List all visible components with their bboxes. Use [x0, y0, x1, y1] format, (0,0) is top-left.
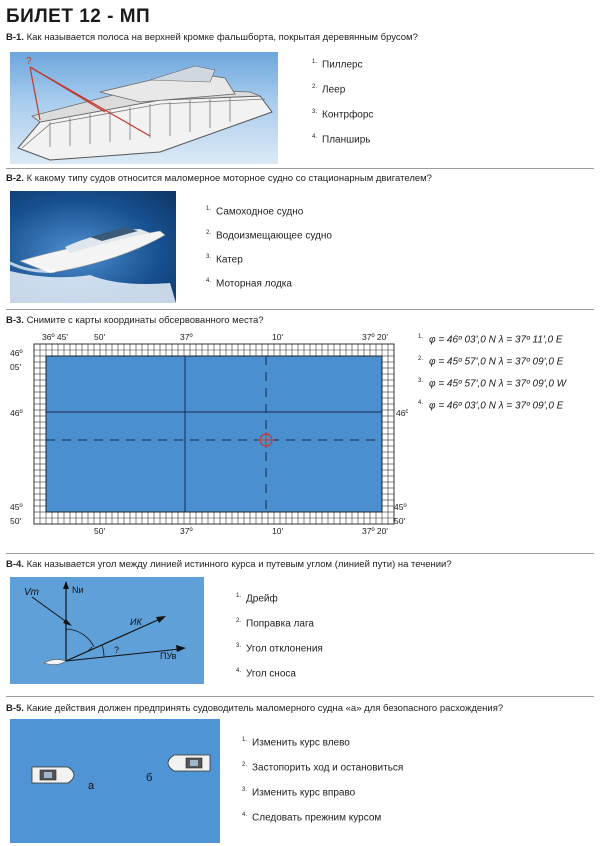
page-title: БИЛЕТ 12 - МП [6, 6, 151, 27]
option-label: Изменить курс вправо [252, 787, 356, 799]
divider [6, 309, 594, 310]
answer-option[interactable] [236, 664, 323, 689]
option-label: Поправка лага [246, 618, 314, 630]
answer-option[interactable] [418, 352, 566, 374]
question-1-marker: ? [26, 56, 32, 67]
option-label: φ = 46º 03',0 N λ = 37º 11',0 E [429, 334, 563, 346]
question-2-options [206, 202, 332, 298]
question-4-image [10, 577, 204, 684]
boat-b-icon [168, 755, 210, 771]
chart-right-label: 45º [394, 502, 407, 512]
option-number: 4. [236, 668, 242, 674]
option-label: Контрфорс [322, 109, 374, 121]
answer-option[interactable] [236, 639, 323, 664]
question-3-options [418, 330, 566, 418]
option-number: 1. [236, 593, 242, 599]
answer-option[interactable] [312, 55, 373, 80]
question-3 [6, 315, 264, 326]
option-label: Дрейф [246, 593, 278, 605]
answer-option[interactable] [206, 250, 332, 274]
chart-left-label: 05' [10, 362, 22, 372]
chart-top-label: 36º 45' [42, 332, 68, 342]
answer-option[interactable] [242, 758, 403, 783]
question-2-number: В-2. [6, 173, 24, 184]
question-5 [6, 703, 503, 714]
option-label: Следовать прежним курсом [252, 812, 382, 824]
answer-option[interactable] [206, 202, 332, 226]
motor-boat-photo [10, 191, 176, 303]
option-label: φ = 46º 03',0 N λ = 37º 09',0 E [429, 400, 564, 412]
option-label: Угол отклонения [246, 643, 323, 655]
question-2-text: К какому типу судов относится маломерное моторное судно со стационарным двигателем? [26, 173, 432, 184]
question-4 [6, 559, 452, 570]
answer-option[interactable] [242, 808, 403, 833]
answer-option[interactable] [242, 783, 403, 808]
chart-bottom-label: 10' [272, 526, 284, 536]
divider [6, 168, 594, 169]
question-2 [6, 173, 432, 184]
question-4-number: В-4. [6, 559, 24, 570]
option-label: Планширь [322, 134, 371, 146]
chart-top-label: 50' [94, 332, 106, 342]
chart-left-label: 50' [10, 516, 22, 526]
drift-angle-diagram [10, 577, 204, 684]
option-number: 1. [206, 206, 212, 212]
option-number: 3. [206, 254, 212, 260]
option-number: 3. [418, 378, 424, 384]
answer-option[interactable] [312, 105, 373, 130]
option-number: 1. [312, 59, 318, 65]
answer-option[interactable] [418, 396, 566, 418]
chart-bottom-label: 37º [180, 526, 193, 536]
question-5-text: Какие действия должен предпринять судоводитель маломерного судна «а» для безопасного расхождения? [26, 703, 504, 714]
option-number: 3. [312, 109, 318, 115]
navigation-chart [8, 330, 408, 540]
question-5-number: В-5. [6, 703, 24, 714]
option-label: Катер [216, 254, 243, 266]
answer-option[interactable] [236, 589, 323, 614]
boat-deck-illustration [10, 52, 278, 164]
question-5-image [10, 719, 220, 843]
option-number: 2. [236, 618, 242, 624]
answer-option[interactable] [418, 374, 566, 396]
question-3-number: В-3. [6, 315, 24, 326]
question-4-options [236, 589, 323, 689]
question-1-options [312, 55, 373, 155]
option-number: 4. [418, 400, 424, 406]
question-2-image [10, 191, 176, 303]
chart-left-label: 46º [10, 348, 23, 358]
chart-top-label: 37º 20' [362, 332, 388, 342]
true-course-label: ИК [130, 617, 142, 627]
answer-option[interactable] [312, 130, 373, 155]
chart-top-label: 10' [272, 332, 284, 342]
question-1-number: В-1. [6, 32, 24, 43]
option-number: 1. [418, 334, 424, 340]
option-number: 2. [312, 84, 318, 90]
option-label: Изменить курс влево [252, 737, 350, 749]
boats-crossing-diagram [10, 719, 220, 843]
divider [6, 696, 594, 697]
option-number: 3. [242, 787, 248, 793]
answer-option[interactable] [236, 614, 323, 639]
option-label: Леер [322, 84, 346, 96]
answer-option[interactable] [418, 330, 566, 352]
question-1-text: Как называется полоса на верхней кромке фальшборта, покрытая деревянным брусом? [26, 32, 418, 43]
boat-a-icon [32, 767, 74, 783]
answer-option[interactable] [242, 733, 403, 758]
option-number: 4. [242, 812, 248, 818]
current-vector-label: Vт [24, 587, 39, 598]
option-label: Водоизмещающее судно [216, 230, 332, 242]
option-number: 2. [418, 356, 424, 362]
question-4-text: Как называется угол между линией истинного курса и путевым углом (линией пути) на течении? [26, 559, 452, 570]
divider [6, 553, 594, 554]
chart-bottom-label: 50' [94, 526, 106, 536]
option-label: φ = 45º 57',0 N λ = 37º 09',0 E [429, 356, 564, 368]
option-label: φ = 45º 57',0 N λ = 37º 09',0 W [429, 378, 567, 390]
chart-right-label: 50' [394, 516, 406, 526]
answer-option[interactable] [206, 226, 332, 250]
chart-water-area [46, 356, 382, 512]
question-3-text: Снимите с карты координаты обсервованного места? [26, 315, 264, 326]
option-label: Самоходное судно [216, 206, 304, 218]
option-number: 4. [206, 278, 212, 284]
option-number: 3. [236, 643, 242, 649]
option-label: Угол сноса [246, 668, 296, 680]
chart-left-label: 46º [10, 408, 23, 418]
question-1 [6, 32, 418, 43]
option-number: 2. [206, 230, 212, 236]
unknown-angle-label: ? [114, 645, 120, 655]
answer-option[interactable] [206, 274, 332, 298]
chart-top-label: 37º [180, 332, 193, 342]
question-1-image [10, 52, 278, 164]
option-label: Застопорить ход и остановиться [252, 762, 404, 774]
true-north-label: Nи [72, 585, 84, 595]
chart-left-label: 45º [10, 502, 23, 512]
track-angle-label: ПУв [160, 651, 177, 661]
option-number: 1. [242, 737, 248, 743]
boat-a-label: а [88, 780, 95, 792]
option-label: Пиллерс [322, 59, 363, 71]
answer-option[interactable] [312, 80, 373, 105]
boat-b-label: б [146, 772, 153, 784]
option-number: 4. [312, 134, 318, 140]
chart-right-label: 46º [396, 408, 408, 418]
chart-bottom-label: 37º 20' [362, 526, 388, 536]
option-label: Моторная лодка [216, 278, 292, 290]
option-number: 2. [242, 762, 248, 768]
question-5-options [242, 733, 403, 833]
